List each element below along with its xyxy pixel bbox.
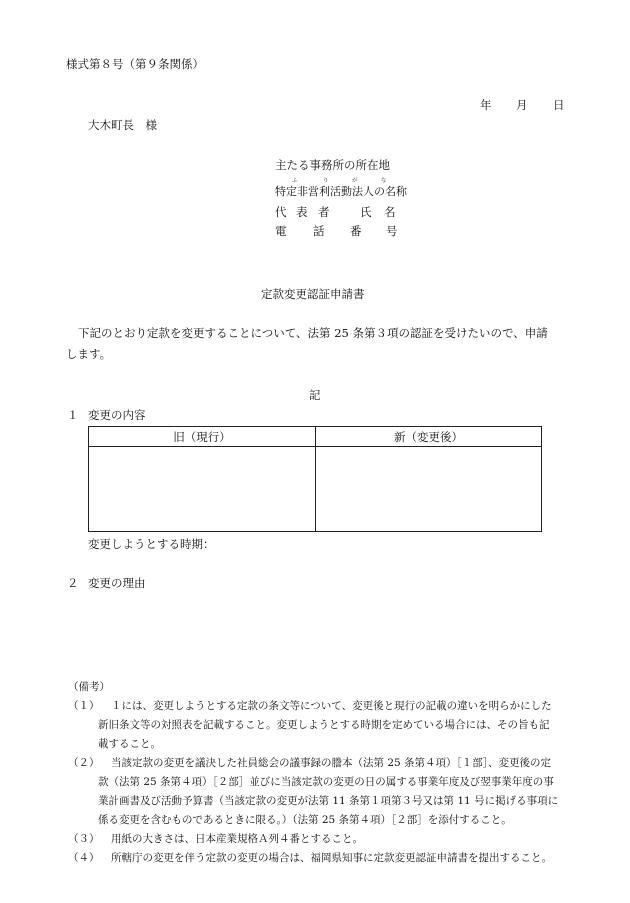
- note-line: １には、変更しようとする定款の条文等について、変更後と現行の記載の違いを明らかにした: [111, 700, 552, 712]
- date-month: 月: [516, 98, 528, 112]
- section-number: １: [67, 408, 79, 422]
- rep-char: 代: [275, 205, 287, 219]
- ki-heading: 記: [309, 388, 321, 402]
- addressee: 大木町長 様: [88, 118, 157, 132]
- column-header-old: 旧（現行）: [89, 427, 316, 447]
- section-number: ２: [67, 576, 79, 590]
- note-line: 載すること。: [98, 738, 161, 750]
- date-day: 日: [553, 98, 565, 112]
- note-number: （２）: [68, 757, 100, 769]
- furigana: が: [352, 178, 358, 184]
- note-line: 用紙の大きさは、日本産業規格Ａ列４番とすること。: [111, 833, 363, 845]
- section-title: 変更の理由: [88, 576, 146, 590]
- note-line: 係る変更を含むものであるときに限る。）（法第 25 条第４項）［２部］を添付すること。: [98, 814, 512, 826]
- office-address-label: 主たる事務所の所在地: [275, 158, 390, 172]
- body-line: します。: [66, 347, 112, 361]
- note-line: 当該定款の変更を議決した社員総会の議事録の謄本（法第 25 条第４項）［１部］、変更後の定: [111, 757, 552, 769]
- form-label: 様式第８号（第９条関係）: [66, 57, 204, 71]
- body-line: 下記のとおり定款を変更することについて、法第 25 条第３項の認証を受けたいので、申請: [78, 326, 548, 340]
- table-header-row: [89, 427, 542, 447]
- date-year: 年: [480, 98, 492, 112]
- furigana: ふ: [292, 178, 298, 184]
- rep-char: 表: [296, 205, 308, 219]
- old-content-cell[interactable]: [89, 447, 316, 532]
- furigana: り: [323, 178, 329, 184]
- new-content-cell[interactable]: [316, 447, 542, 532]
- change-timing-label: 変更しようとする時期：: [88, 537, 215, 551]
- section-title: 変更の内容: [88, 408, 146, 422]
- note-line: 業計画書及び活動予算書（当該定款の変更が法第 11 条第１項第３号又は第 11 号に掲げる事項に: [98, 795, 559, 807]
- rep-char: 名: [384, 205, 396, 219]
- rep-char: 者: [318, 205, 330, 219]
- phone-char: 号: [386, 224, 398, 238]
- note-line: 新旧条文等の対照表を記載すること。変更しようとする時期を定めている場合には、その旨も記: [98, 719, 550, 731]
- phone-char: 話: [313, 224, 325, 238]
- furigana: な: [381, 178, 387, 184]
- note-number: （３）: [68, 833, 100, 845]
- document-title: 定款変更認証申請書: [261, 287, 365, 301]
- phone-char: 電: [275, 224, 287, 238]
- note-line: 款（法第 25 条第４項）［２部］並びに当該定款の変更の日の属する事業年度及び翌事業年度の事: [98, 776, 554, 788]
- note-line: 所轄庁の変更を伴う定款の変更の場合は、福岡県知事に定款変更認証申請書を提出すること。: [111, 852, 552, 864]
- note-number: （４）: [68, 852, 100, 864]
- column-header-new: 新（変更後）: [316, 427, 542, 447]
- table-row: [89, 447, 542, 532]
- phone-char: 番: [350, 224, 362, 238]
- corporation-name-label: 特定非営利活動法人の名称: [275, 185, 407, 198]
- comparison-table: [88, 426, 542, 532]
- notes-heading: （備考）: [68, 681, 110, 693]
- note-number: （１）: [68, 700, 100, 712]
- rep-char: 氏: [360, 205, 372, 219]
